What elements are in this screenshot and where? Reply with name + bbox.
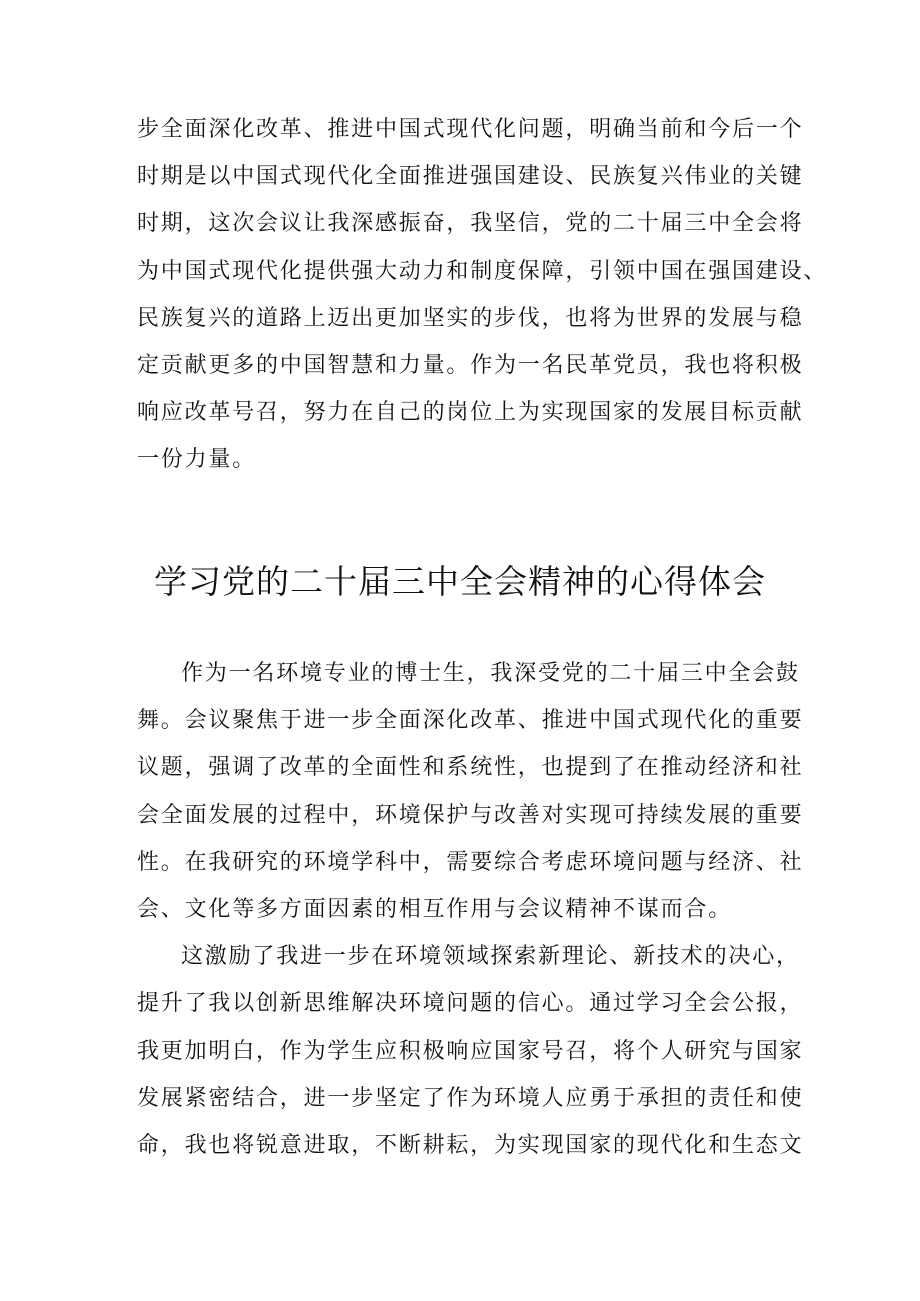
paragraph-line: 时期是以中国式现代化全面推进强国建设、民族复兴伟业的关键 [137, 164, 804, 190]
paragraph-2-line: 提升了我以创新思维解决环境问题的信心。通过学习全会公报， [137, 991, 804, 1017]
paragraph-line: 为中国式现代化提供强大动力和制度保障，引领中国在强国建设、 [137, 258, 828, 284]
paragraph-1-line: 舞。会议聚焦于进一步全面深化改革、推进中国式现代化的重要 [137, 708, 804, 734]
paragraph-2-line: 命，我也将锐意进取，不断耕耘，为实现国家的现代化和生态文 [137, 1132, 804, 1158]
paragraph-line: 一份力量。 [137, 447, 257, 473]
article-body [137, 650, 804, 1169]
paragraph-line: 时期，这次会议让我深感振奋，我坚信，党的二十届三中全会将 [137, 211, 804, 237]
paragraph-2-line: 我更加明白，作为学生应积极响应国家号召，将个人研究与国家 [137, 1038, 804, 1064]
paragraph-1-line: 议题，强调了改革的全面性和系统性，也提到了在推动经济和社 [137, 755, 804, 781]
paragraph-line: 响应改革号召，努力在自己的岗位上为实现国家的发展目标贡献 [137, 400, 804, 426]
paragraph-1-line: 会全面发展的过程中，环境保护与改善对实现可持续发展的重要 [137, 802, 804, 828]
paragraph-2-line: 这激励了我进一步在环境领域探索新理论、新技术的决心， [181, 944, 800, 970]
paragraph-1-line: 作为一名环境专业的博士生，我深受党的二十届三中全会鼓 [181, 661, 800, 686]
paragraph-1-line: 会、文化等多方面因素的相互作用与会议精神不谋而合。 [137, 896, 733, 922]
top-paragraph [137, 106, 828, 484]
article-title: 学习党的二十届三中全会精神的心得体会 [154, 562, 766, 601]
paragraph-line: 民族复兴的道路上迈出更加坚实的步伐，也将为世界的发展与稳 [137, 305, 804, 331]
paragraph-line: 定贡献更多的中国智慧和力量。作为一名民革党员，我也将积极 [137, 352, 804, 378]
paragraph-1-line: 性。在我研究的环境学科中，需要综合考虑环境问题与经济、社 [137, 849, 804, 875]
paragraph-line: 步全面深化改革、推进中国式现代化问题，明确当前和今后一个 [137, 117, 804, 142]
paragraph-2-line: 发展紧密结合，进一步坚定了作为环境人应勇于承担的责任和使 [137, 1085, 804, 1111]
